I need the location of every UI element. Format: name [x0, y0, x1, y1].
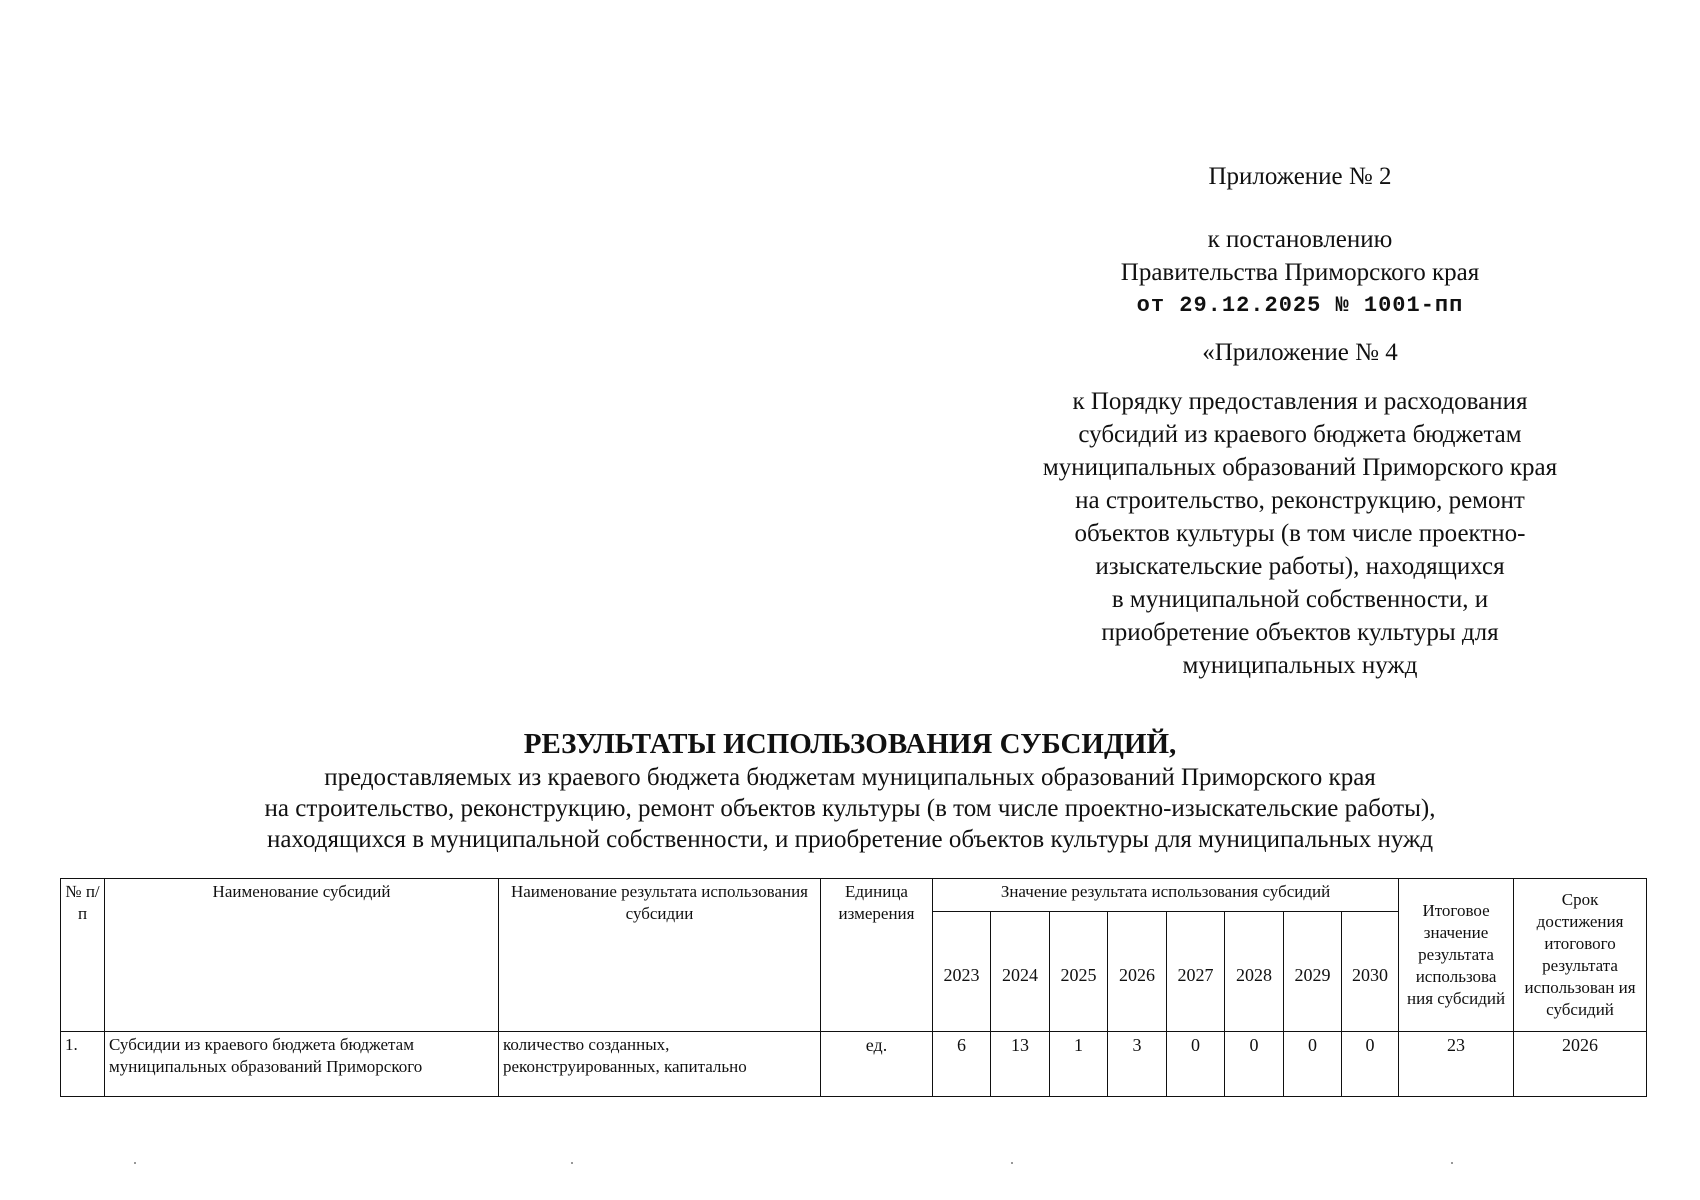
cell-value-2026: 3	[1108, 1032, 1167, 1097]
order-line: муниципальных образований Приморского края	[1042, 454, 1558, 481]
cell-total: 23	[1399, 1032, 1514, 1097]
cell-value-2024: 13	[991, 1032, 1050, 1097]
table-row	[61, 1032, 1647, 1097]
header-year-2029: 2029	[1284, 912, 1342, 1032]
header-values-caption: Значение результата использования субсидий	[933, 879, 1399, 912]
cell-deadline: 2026	[1514, 1032, 1647, 1097]
cell-unit: ед.	[821, 1032, 933, 1097]
order-line: к Порядку предоставления и расходования	[1072, 388, 1528, 415]
order-line: приобретение объектов культуры для	[1101, 619, 1499, 646]
scan-speck	[571, 1162, 573, 1164]
header-year-2026: 2026	[1108, 912, 1167, 1032]
order-line: на строительство, реконструкцию, ремонт	[1075, 487, 1525, 514]
cell-value-2030: 0	[1342, 1032, 1399, 1097]
scan-speck	[1011, 1162, 1013, 1164]
cell-value-2028: 0	[1225, 1032, 1284, 1097]
header-result-name: Наименование результата использования субсидии	[499, 879, 821, 1032]
header-year-2025: 2025	[1050, 912, 1108, 1032]
cell-num: 1.	[61, 1032, 105, 1097]
header-total: Итоговое значение результата использова ния субсидий	[1399, 879, 1514, 1032]
header-unit: Единица измерения	[821, 879, 933, 1032]
cell-subsidy-name: Субсидии из краевого бюджета бюджетам муниципальных образований Приморского	[105, 1032, 499, 1097]
document-subtitle-line: предоставляемых из краевого бюджета бюджетам муниципальных образований Приморского края	[324, 764, 1376, 791]
header-subsidy-name: Наименование субсидий	[105, 879, 499, 1032]
scan-speck	[1451, 1162, 1453, 1164]
cell-value-2027: 0	[1167, 1032, 1225, 1097]
order-line: изыскательские работы), находящихся	[1095, 553, 1505, 580]
header-year-2028: 2028	[1225, 912, 1284, 1032]
cell-value-2029: 0	[1284, 1032, 1342, 1097]
appendix-header	[990, 160, 1610, 682]
header-deadline: Срок достижения итогового результата использован ия субсидий	[1514, 879, 1647, 1032]
results-table	[60, 878, 1647, 1097]
to-decree-label: к постановлению	[1207, 226, 1393, 253]
document-title: РЕЗУЛЬТАТЫ ИСПОЛЬЗОВАНИЯ СУБСИДИЙ,	[523, 728, 1177, 760]
cell-result-name: количество созданных, реконструированных, капитально	[499, 1032, 821, 1097]
document-title-block	[60, 726, 1640, 855]
cell-value-2025: 1	[1050, 1032, 1108, 1097]
inner-appendix-label: «Приложение № 4	[1202, 339, 1398, 366]
order-reference	[990, 385, 1610, 682]
header-num: № п/п	[61, 879, 105, 1032]
authority-label: Правительства Приморского края	[1120, 259, 1480, 286]
header-year-2030: 2030	[1342, 912, 1399, 1032]
order-line: субсидий из краевого бюджета бюджетам	[1078, 421, 1522, 448]
header-year-2027: 2027	[1167, 912, 1225, 1032]
order-line: в муниципальной собственности, и	[1111, 586, 1489, 613]
header-year-2024: 2024	[991, 912, 1050, 1032]
document-subtitle-line: находящихся в муниципальной собственности, и приобретение объектов культуры для муниципальных нужд	[266, 826, 1434, 853]
decree-number: от 29.12.2025 № 1001-пп	[1136, 293, 1464, 318]
header-year-2023: 2023	[933, 912, 991, 1032]
document-subtitle-line: на строительство, реконструкцию, ремонт объектов культуры (в том числе проектно-изыскательские работы),	[264, 795, 1436, 822]
order-line: объектов культуры (в том числе проектно-	[1074, 520, 1526, 547]
order-line: муниципальных нужд	[1182, 652, 1418, 679]
scan-speck	[134, 1162, 136, 1164]
appendix-label: Приложение № 2	[1208, 163, 1392, 190]
cell-value-2023: 6	[933, 1032, 991, 1097]
